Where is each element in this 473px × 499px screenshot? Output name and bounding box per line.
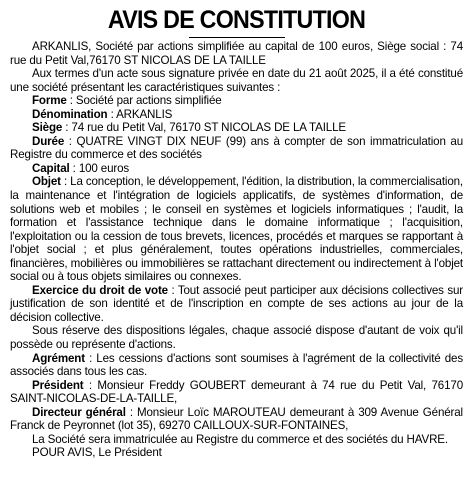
paragraph-agrement: Agrément : Les cessions d'actions sont soumises à l'agrément de la collectivité des associés dans tous les cas. xyxy=(10,351,463,379)
paragraph-forme: Forme : Société par actions simplifiée xyxy=(32,94,222,108)
legal-notice xyxy=(10,6,463,460)
label-directeur-general: Directeur général xyxy=(32,405,126,419)
label-capital: Capital xyxy=(32,161,70,175)
paragraph-capital: Capital : 100 euros xyxy=(32,161,130,175)
label-objet: Objet xyxy=(32,175,61,189)
title-divider xyxy=(189,37,285,38)
label-forme: Forme xyxy=(32,94,67,108)
paragraph-immatriculation: La Société sera immatriculée au Registre du commerce et des sociétés du HAVRE. xyxy=(32,432,448,446)
paragraph-objet: Objet : La conception, le développement, l'édition, la distribution, la commercialisation, la maintenance et l'intégration de logiciels applicatifs, de systèmes d'information, de solutions web et mobiles ; le conseil en systèmes et logiciels informatiques ; l'audit, la formation et l'assistance technique dans le domaine informatique ; l'acquisition, l'exploitation ou la cession de tous brevets, licences, procédés et marques se rapportant à l'objet social ; et plus généralement, toutes opérations industrielles, commerciales, financières, mobilières ou immobilières se rattachant directement ou indirectement à l'objet social ou à tous objets similaires ou connexes. xyxy=(10,175,463,284)
label-president: Président xyxy=(32,378,84,392)
paragraph-president: Président : Monsieur Freddy GOUBERT demeurant à 74 rue du Petit Val, 76170 SAINT-NICOLAS-DE-LA-TAILLE, xyxy=(10,378,463,406)
label-agrement: Agrément xyxy=(32,351,85,365)
paragraph-siege: Siège : 74 rue du Petit Val, 76170 ST NICOLAS DE LA TAILLE xyxy=(32,121,346,135)
paragraph-denomination: Dénomination : ARKANLIS xyxy=(32,107,173,121)
paragraph-voix: Sous réserve des dispositions légales, chaque associé dispose d'autant de voix qu'il possède ou représente d'actions. xyxy=(10,324,463,352)
paragraph-duree: Durée : QUATRE VINGT DIX NEUF (99) ans à compter de son immatriculation au Registre du commerce et des sociétés xyxy=(10,134,463,162)
label-denomination: Dénomination xyxy=(32,107,108,121)
label-duree: Durée xyxy=(32,134,65,148)
notice-title: AVIS DE CONSTITUTION xyxy=(107,6,366,34)
paragraph-signature: POUR AVIS, Le Président xyxy=(32,446,162,460)
paragraph-company-intro: ARKANLIS, Société par actions simplifiée au capital de 100 euros, Siège social : 74 rue du Petit Val,76170 ST NICOLAS DE LA TAILLE xyxy=(10,40,463,67)
paragraph-deed: Aux termes d'un acte sous signature privée en date du 21 août 2025, il a été constitué une société présentant les caractéristiques suivantes : xyxy=(10,67,463,94)
paragraph-droit-de-vote: Exercice du droit de vote : Tout associé peut participer aux décisions collectives sur justification de son identité et de l'inscription en compte de ses actions au jour de la décision collective. xyxy=(10,283,463,324)
notice-body xyxy=(10,40,463,460)
paragraph-directeur-general: Directeur général : Monsieur Loïc MAROUTEAU demeurant à 309 Avenue Général Franck de Peyronnet (lot 35), 69270 CAILLOUX-SUR-FONTAINES, xyxy=(10,405,463,433)
label-siege: Siège xyxy=(32,121,63,135)
label-droit-de-vote: Exercice du droit de vote xyxy=(32,283,168,297)
